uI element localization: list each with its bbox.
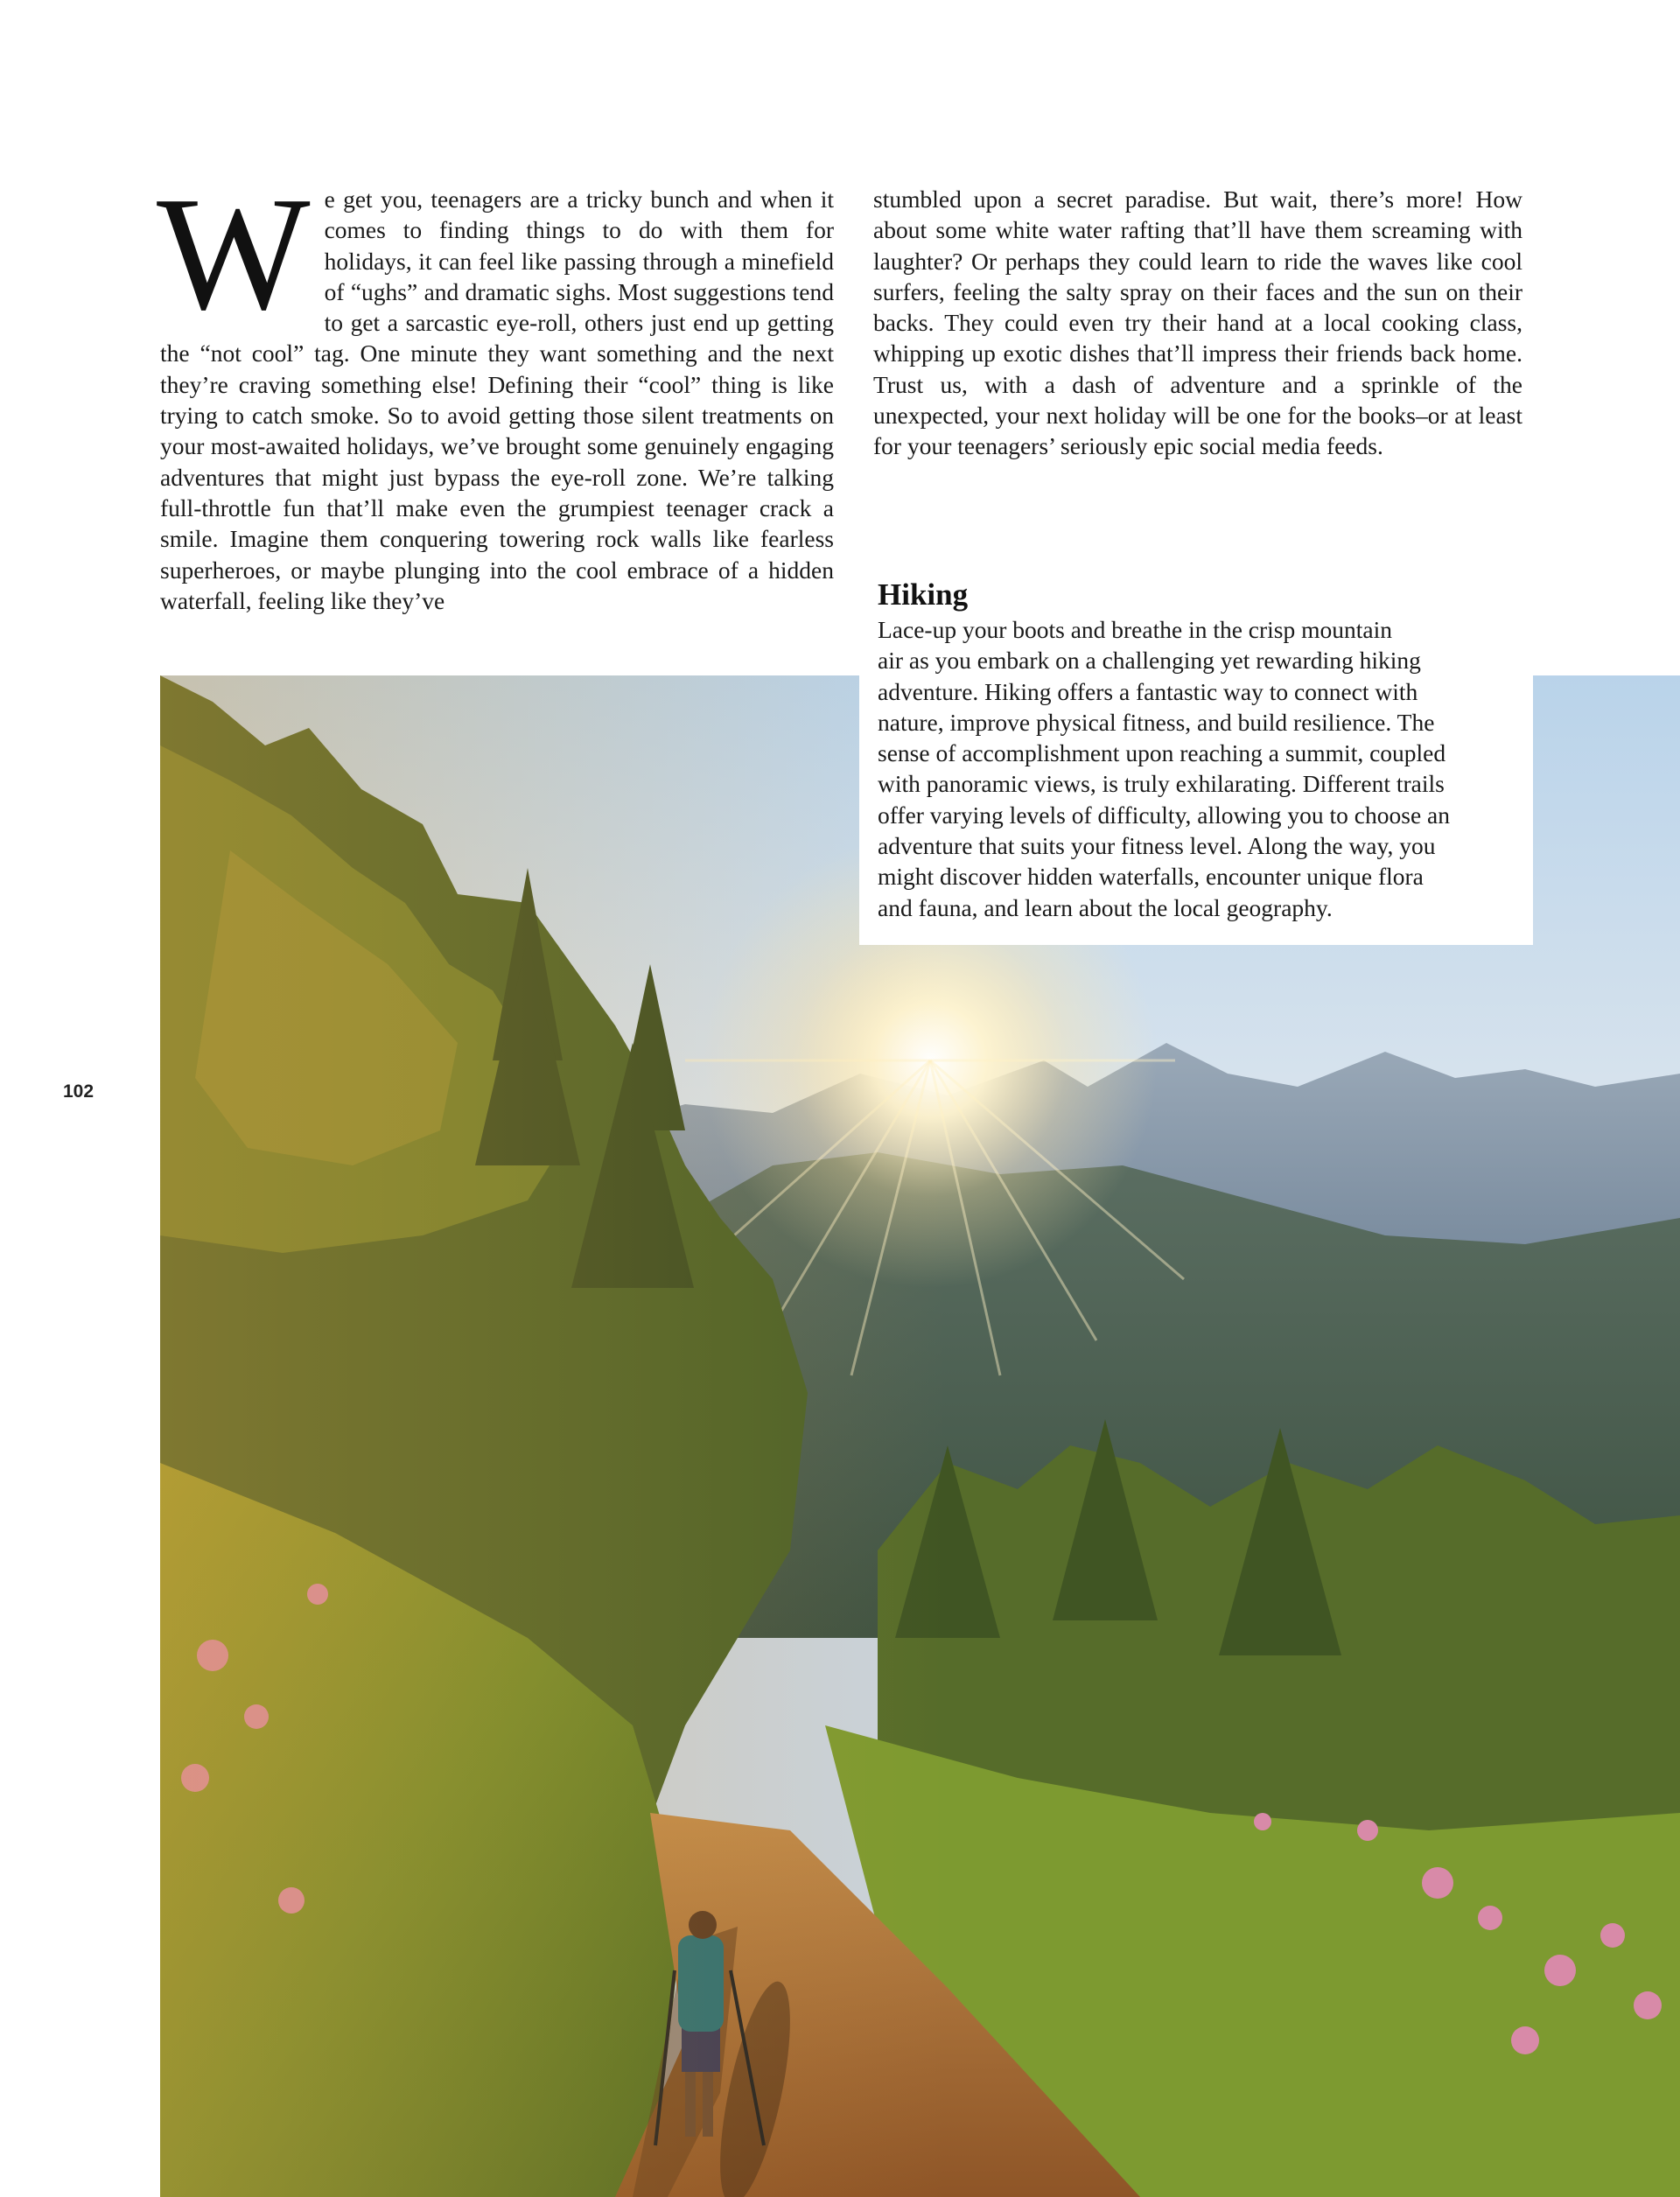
intro-paragraph-right: stumbled upon a secret paradise. But wait, there’s more! How about some white water rafting that’ll have them screaming with laughter? Or perhaps they could learn to ride the waves like cool surfers, feeling the salty spray on their faces and the sun on their backs. They could even try their hand at a local cooking class, whipping up exotic dishes that’ll impress their friends back home. Trust us, with a dash of adventure and a sprinkle of the unexpected, your next holiday will be one for the books–or at least for your teenagers’ seriously epic social media feeds. xyxy=(873,185,1522,460)
hiking-heading: Hiking xyxy=(878,577,969,612)
hiking-line: offer varying levels of difficulty, allowing you to choose an xyxy=(878,801,1450,829)
hiking-paragraph xyxy=(878,614,1490,923)
hiking-line: Lace-up your boots and breathe in the crisp mountain xyxy=(878,616,1393,643)
hiking-line: and fauna, and learn about the local geography. xyxy=(878,893,1333,921)
drop-cap: W xyxy=(157,164,311,344)
hiking-line: sense of accomplishment upon reaching a summit, coupled xyxy=(878,739,1446,767)
hiking-line: might discover hidden waterfalls, encounter unique flora xyxy=(878,863,1424,891)
hiking-line: air as you embark on a challenging yet rewarding hiking xyxy=(878,647,1421,675)
intro-right-column xyxy=(873,184,1522,462)
hiking-line: with panoramic views, is truly exhilarating. Different trails xyxy=(878,770,1445,798)
hiking-line: adventure that suits your fitness level. Along the way, you xyxy=(878,832,1436,860)
hiking-line: nature, improve physical fitness, and build resilience. The xyxy=(878,708,1435,736)
hiking-line: adventure. Hiking offers a fantastic way to connect with xyxy=(878,677,1418,705)
intro-left-column xyxy=(157,164,834,616)
intro-paragraph-left: e get you, teenagers are a tricky bunch and when it comes to finding things to do with them for holidays, it can feel like passing through a minefield of “ughs” and dramatic sighs. Most suggestions tend to get a sarcastic eye-roll, others just end up getting the “not cool” tag. One minute they want something and the next they’re craving something else! Defining their “cool” thing is like trying to catch smoke. So to avoid getting those silent treatments on your most-awaited holidays, we’ve brought some genuinely engaging adventures that might just bypass the eye-roll zone. We’re talking full-throttle fun that’ll make even the grumpiest teenager crack a smile. Imagine them conquering towering rock walls like fearless superheroes, or maybe plunging into the cool embrace of a hidden waterfall, feeling like they’ve xyxy=(160,185,834,614)
page-number: 102 xyxy=(63,1081,94,1102)
